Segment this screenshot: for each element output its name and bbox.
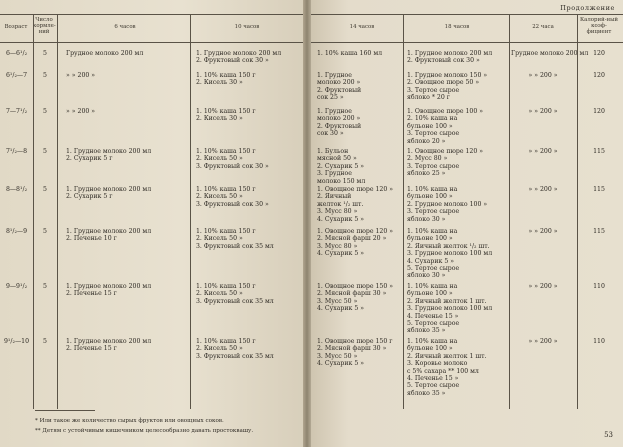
feeding-6h-cell-line: 1. Грудное молоко 200 мл [66, 186, 152, 193]
feeding-10h-cell-line: 1. Грудное молоко 200 мл [196, 50, 282, 57]
header-caloric: Калорий-ный коэф-фициент [580, 17, 618, 35]
feeding-14h-cell [317, 108, 361, 138]
feeding-14h-cell-line: 4. Сухарик 5 » [317, 215, 365, 223]
feeding-14h-cell-line: 2. Мясной фарш 30 » [317, 290, 387, 298]
age-cell: 8—8¹/₂ [5, 186, 28, 193]
feedings-cell: 5 [43, 72, 47, 79]
feeding-18h-cell-line: бульоне 100 » [407, 193, 453, 201]
feeding-18h-cell-line: 5. Тертое сырое [407, 382, 460, 390]
feeding-14h-cell [317, 186, 393, 223]
feeding-18h-cell [407, 338, 487, 397]
feedings-cell: 5 [43, 338, 47, 345]
feeding-18h-cell-line: 2. Овощное пюре 50 » [407, 79, 480, 87]
feeding-10h-cell [196, 108, 256, 123]
feeding-18h-cell-line: 3. Тертое сырое [407, 162, 460, 170]
feeding-10h-cell-line: 3. Фруктовый сок 35 мл [196, 352, 274, 360]
feeding-22h-cell: Грудное молоко 200 мл [511, 50, 589, 57]
feeding-18h-cell-line: 4. Печенье 15 » [407, 375, 459, 383]
feeding-18h-cell-line: яблоко 35 » [407, 327, 446, 335]
feeding-14h-cell-line: 1. Овощное пюре 150 г [317, 338, 393, 345]
header-feedings: Число кормле-ний [33, 17, 56, 35]
feeding-14h-cell-line: 2. Яичный [317, 193, 352, 201]
feeding-6h-cell-line: 2. Печенье 10 г [66, 235, 117, 243]
feeding-18h-cell-line: яблоко 25 » [407, 170, 446, 178]
feeding-18h-cell-line: 1. 10% каша на [407, 283, 458, 290]
page-number: 53 [604, 431, 613, 439]
feeding-18h-cell-line: 2. Яичный желток ¹/₂ шт. [407, 242, 490, 250]
feeding-6h-cell-line: 2. Сухарик 5 г [66, 193, 113, 201]
feeding-14h-cell-line: молоко 150 мл [317, 177, 366, 185]
feeding-14h-cell-line: молоко 200 » [317, 79, 361, 87]
feeding-14h-cell-line: 4. Сухарик 5 » [317, 250, 365, 258]
feeding-22h-cell: » » 200 » [528, 283, 558, 290]
feeding-6h-cell [66, 338, 151, 353]
feeding-14h-cell-line: 4. Сухарик 5 » [317, 360, 365, 368]
feeding-22h-cell: » » 200 » [528, 108, 558, 115]
left-page [0, 0, 303, 447]
feeding-18h-cell-line: 2. Яичный желток 1 шт. [407, 297, 487, 305]
feeding-6h-cell [66, 72, 95, 79]
feeding-10h-cell-line: 2. Кисель 30 » [196, 79, 243, 87]
header-6h: 6 часов [114, 24, 136, 30]
feeding-10h-cell-line: 1. 10% каша 150 г [196, 148, 256, 155]
feeding-18h-cell [407, 148, 483, 178]
feeding-6h-cell-line: Грудное молоко 200 мл [66, 50, 144, 57]
feeding-10h-cell-line: 1. 10% каша 150 г [196, 228, 256, 235]
feeding-14h-cell-line: 3. Мусс 80 » [317, 242, 358, 250]
feeding-18h-cell-line: 1. Овощное пюре 120 » [407, 148, 484, 155]
feeding-6h-cell-line: » » 200 » [66, 72, 96, 79]
feeding-6h-cell [66, 228, 151, 243]
feeding-10h-cell-line: 2. Кисель 50 » [196, 345, 243, 353]
feeding-18h-cell-line: 1. 10% каша на [407, 228, 458, 235]
feeding-14h-cell-line: мясной 50 » [317, 155, 357, 163]
feeding-6h-cell-line: 2. Печенье 15 г [66, 290, 117, 298]
header-22h: 22 часа [532, 24, 554, 30]
age-cell: 9—9¹/₂ [5, 283, 28, 290]
feedings-cell: 5 [43, 228, 47, 235]
feeding-14h-cell-line: 1. 10% каша 160 мл [317, 50, 383, 57]
feeding-18h-cell-line: 5. Тертое сырое [407, 265, 460, 273]
feeding-18h-cell-line: яблоко 30 » [407, 215, 446, 223]
feeding-18h-cell-line: 3. Коровье молоко [407, 360, 468, 368]
header-18h: 18 часов [444, 24, 470, 30]
feedings-cell: 5 [43, 148, 47, 155]
feeding-10h-cell-line: 2. Кисель 50 » [196, 290, 243, 298]
feeding-18h-cell-line: 3. Тертое сырое [407, 208, 460, 216]
feeding-10h-cell-line: 2. Кисель 50 » [196, 235, 243, 243]
feeding-14h-cell-line: сок 30 » [317, 130, 344, 138]
feeding-6h-cell-line: 1. Грудное молоко 200 мл [66, 228, 152, 235]
caloric-cell: 120 [593, 50, 605, 57]
feeding-18h-cell-line: яблоко 30 » [407, 272, 446, 280]
caloric-cell: 120 [593, 108, 605, 115]
feeding-18h-cell [407, 228, 492, 280]
feeding-18h-cell-line: 3. Тертое сырое [407, 130, 460, 138]
age-cell: 6—6¹/₂ [5, 50, 28, 57]
feeding-18h-cell-line: 1. Грудное молоко 150 » [407, 72, 488, 79]
feeding-6h-cell-line: 2. Печенье 15 г [66, 345, 117, 353]
feeding-18h-cell [407, 50, 492, 65]
age-cell: 7—7¹/₂ [5, 108, 28, 115]
caloric-cell: 110 [593, 283, 605, 290]
caloric-cell: 115 [593, 186, 605, 193]
feeding-14h-cell [317, 72, 361, 102]
age-cell: 7¹/₂—8 [5, 148, 28, 155]
caloric-cell: 110 [593, 338, 605, 345]
feeding-6h-cell [66, 186, 151, 201]
feeding-14h-cell-line: 2. Сухарик 5 » [317, 162, 365, 170]
header-age: Возраст [4, 24, 28, 30]
feeding-14h-cell-line: молоко 200 » [317, 115, 361, 123]
feeding-18h-cell-line: 4. Печенье 15 » [407, 312, 459, 320]
feeding-14h-cell-line: 1. Грудное [317, 72, 352, 79]
feeding-22h-cell: » » 200 » [528, 338, 558, 345]
feeding-10h-cell-line: 3. Фруктовый сок 30 » [196, 162, 269, 170]
feeding-10h-cell-line: 1. 10% каша 150 г [196, 108, 256, 115]
feeding-18h-cell-line: 3. Тертое сырое [407, 86, 460, 94]
feeding-10h-cell-line: 1. 10% каша 150 г [196, 283, 256, 290]
feeding-14h-cell-line: 2. Мясной фарш 20 » [317, 235, 387, 243]
continuation-title: Продолжение [560, 4, 615, 12]
feeding-14h-cell-line: 2. Фруктовый [317, 86, 362, 94]
feeding-10h-cell-line: 2. Кисель 30 » [196, 115, 243, 123]
feeding-10h-cell [196, 148, 269, 170]
feeding-10h-cell-line: 1. 10% каша 150 г [196, 338, 256, 345]
feeding-14h-cell [317, 338, 393, 368]
feeding-14h-cell-line: 3. Мусс 80 » [317, 208, 358, 216]
feeding-14h-cell [317, 283, 393, 313]
feeding-6h-cell-line: 1. Грудное молоко 200 мл [66, 283, 152, 290]
caloric-cell: 115 [593, 148, 605, 155]
header-10h: 10 часов [234, 24, 260, 30]
feeding-10h-cell-line: 3. Фруктовый сок 30 » [196, 200, 269, 208]
feeding-18h-cell-line: бульоне 100 » [407, 290, 453, 298]
feeding-6h-cell [66, 283, 151, 298]
feeding-10h-cell-line: 1. 10% каша 150 г [196, 72, 256, 79]
feeding-14h-cell-line: 1. Овощное пюре 150 » [317, 283, 394, 290]
feeding-18h-cell-line: бульоне 100 » [407, 122, 453, 130]
feedings-cell: 5 [43, 283, 47, 290]
feeding-14h-cell-line: 3. Мусс 50 » [317, 352, 358, 360]
feeding-18h-cell-line: с 5% сахара ** 100 мл [407, 367, 479, 375]
feeding-18h-cell-line: яблоко * 20 г [407, 94, 450, 102]
feeding-18h-cell [407, 186, 487, 223]
feeding-6h-cell [66, 148, 151, 163]
feeding-18h-cell [407, 108, 483, 145]
feeding-18h-cell-line: 1. Грудное молоко 200 мл [407, 50, 493, 57]
feeding-6h-cell-line: 2. Сухарик 5 г [66, 155, 113, 163]
footnote-2: ** Детям с устойчивым кишечником целесообразно давать простоквашу. [35, 428, 254, 434]
feeding-22h-cell: » » 200 » [528, 228, 558, 235]
feeding-6h-cell [66, 108, 95, 115]
feeding-14h-cell-line: 4. Сухарик 5 » [317, 305, 365, 313]
feeding-18h-cell-line: 1. 10% каша на [407, 338, 458, 345]
feeding-10h-cell [196, 283, 274, 305]
age-cell: 9¹/₂—10 [3, 338, 30, 345]
feeding-18h-cell-line: 2. Мусс 80 » [407, 155, 448, 163]
feeding-18h-cell-line: бульоне 100 » [407, 235, 453, 243]
feeding-10h-cell-line: 3. Фруктовый сок 35 мл [196, 242, 274, 250]
feeding-6h-cell-line: 1. Грудное молоко 200 мл [66, 338, 152, 345]
feeding-14h-cell-line: желток ¹/₂ шт. [317, 200, 364, 208]
feeding-14h-cell-line: 1. Грудное [317, 108, 352, 115]
caloric-cell: 120 [593, 72, 605, 79]
feedings-cell: 5 [43, 186, 47, 193]
feeding-6h-cell-line: » » 200 » [66, 108, 96, 115]
feedings-cell: 5 [43, 108, 47, 115]
feeding-18h-cell-line: 3. Грудное молоко 100 мл [407, 305, 493, 313]
feeding-10h-cell [196, 338, 274, 360]
feeding-10h-cell [196, 50, 281, 65]
feeding-18h-cell-line: 1. Овощное пюре 100 » [407, 108, 484, 115]
feeding-18h-cell-line: яблоко 20 » [407, 137, 446, 145]
feeding-10h-cell-line: 2. Кисель 50 » [196, 155, 243, 163]
feeding-18h-cell [407, 283, 492, 335]
feeding-14h-cell-line: 2. Мясной фарш 30 » [317, 345, 387, 353]
feeding-22h-cell: » » 200 » [528, 72, 558, 79]
age-cell: 6¹/₂—7 [5, 72, 28, 79]
feeding-10h-cell-line: 1. 10% каша 150 г [196, 186, 256, 193]
feeding-18h-cell-line: 2. 10% каша на [407, 115, 458, 123]
feeding-6h-cell-line: 1. Грудное молоко 200 мл [66, 148, 152, 155]
feeding-18h-cell-line: 5. Тертое сырое [407, 320, 460, 328]
caloric-cell: 115 [593, 228, 605, 235]
feeding-14h-cell-line: 3. Грудное [317, 170, 352, 178]
right-page [311, 0, 623, 447]
feeding-18h-cell-line: бульоне 100 » [407, 345, 453, 353]
feeding-18h-cell-line: яблоко 35 » [407, 389, 446, 397]
footnote-1: * Или такое же количество сырых фруктов или овощных соков. [35, 418, 224, 424]
feeding-18h-cell-line: 2. Яичный желток 1 шт. [407, 352, 487, 360]
feeding-14h-cell-line: сок 25 » [317, 94, 344, 102]
age-cell: 8¹/₂—9 [5, 228, 28, 235]
feeding-14h-cell [317, 50, 382, 57]
feeding-10h-cell [196, 72, 256, 87]
feeding-14h-cell [317, 228, 393, 258]
feeding-22h-cell: » » 200 » [528, 148, 558, 155]
feeding-18h-cell [407, 72, 487, 102]
feeding-14h-cell-line: 1. Бульон [317, 148, 349, 155]
feeding-10h-cell [196, 228, 274, 250]
feeding-14h-cell [317, 148, 365, 185]
feeding-14h-cell-line: 3. Мусс 50 » [317, 297, 358, 305]
feeding-10h-cell-line: 3. Фруктовый сок 35 мл [196, 297, 274, 305]
feeding-18h-cell-line: 2. Грудное молоко 100 » [407, 200, 488, 208]
feeding-22h-cell: » » 200 » [528, 186, 558, 193]
feeding-14h-cell-line: 1. Овощное пюре 120 » [317, 186, 394, 193]
feeding-18h-cell-line: 4. Сухарик 5 » [407, 257, 455, 265]
feeding-14h-cell-line: 2. Фруктовый [317, 122, 362, 130]
feeding-10h-cell-line: 2. Фруктовый сок 30 » [196, 57, 269, 65]
feedings-cell: 5 [43, 50, 47, 57]
header-14h: 14 часов [349, 24, 375, 30]
feeding-18h-cell-line: 3. Грудное молоко 100 мл [407, 250, 493, 258]
feeding-14h-cell-line: 1. Овощное пюре 120 » [317, 228, 394, 235]
feeding-18h-cell-line: 2. Фруктовый сок 30 » [407, 57, 480, 65]
feeding-6h-cell [66, 50, 143, 57]
book-gutter [303, 0, 311, 447]
feeding-10h-cell-line: 2. Кисель 50 » [196, 193, 243, 201]
feeding-10h-cell [196, 186, 269, 208]
feeding-18h-cell-line: 1. 10% каша на [407, 186, 458, 193]
